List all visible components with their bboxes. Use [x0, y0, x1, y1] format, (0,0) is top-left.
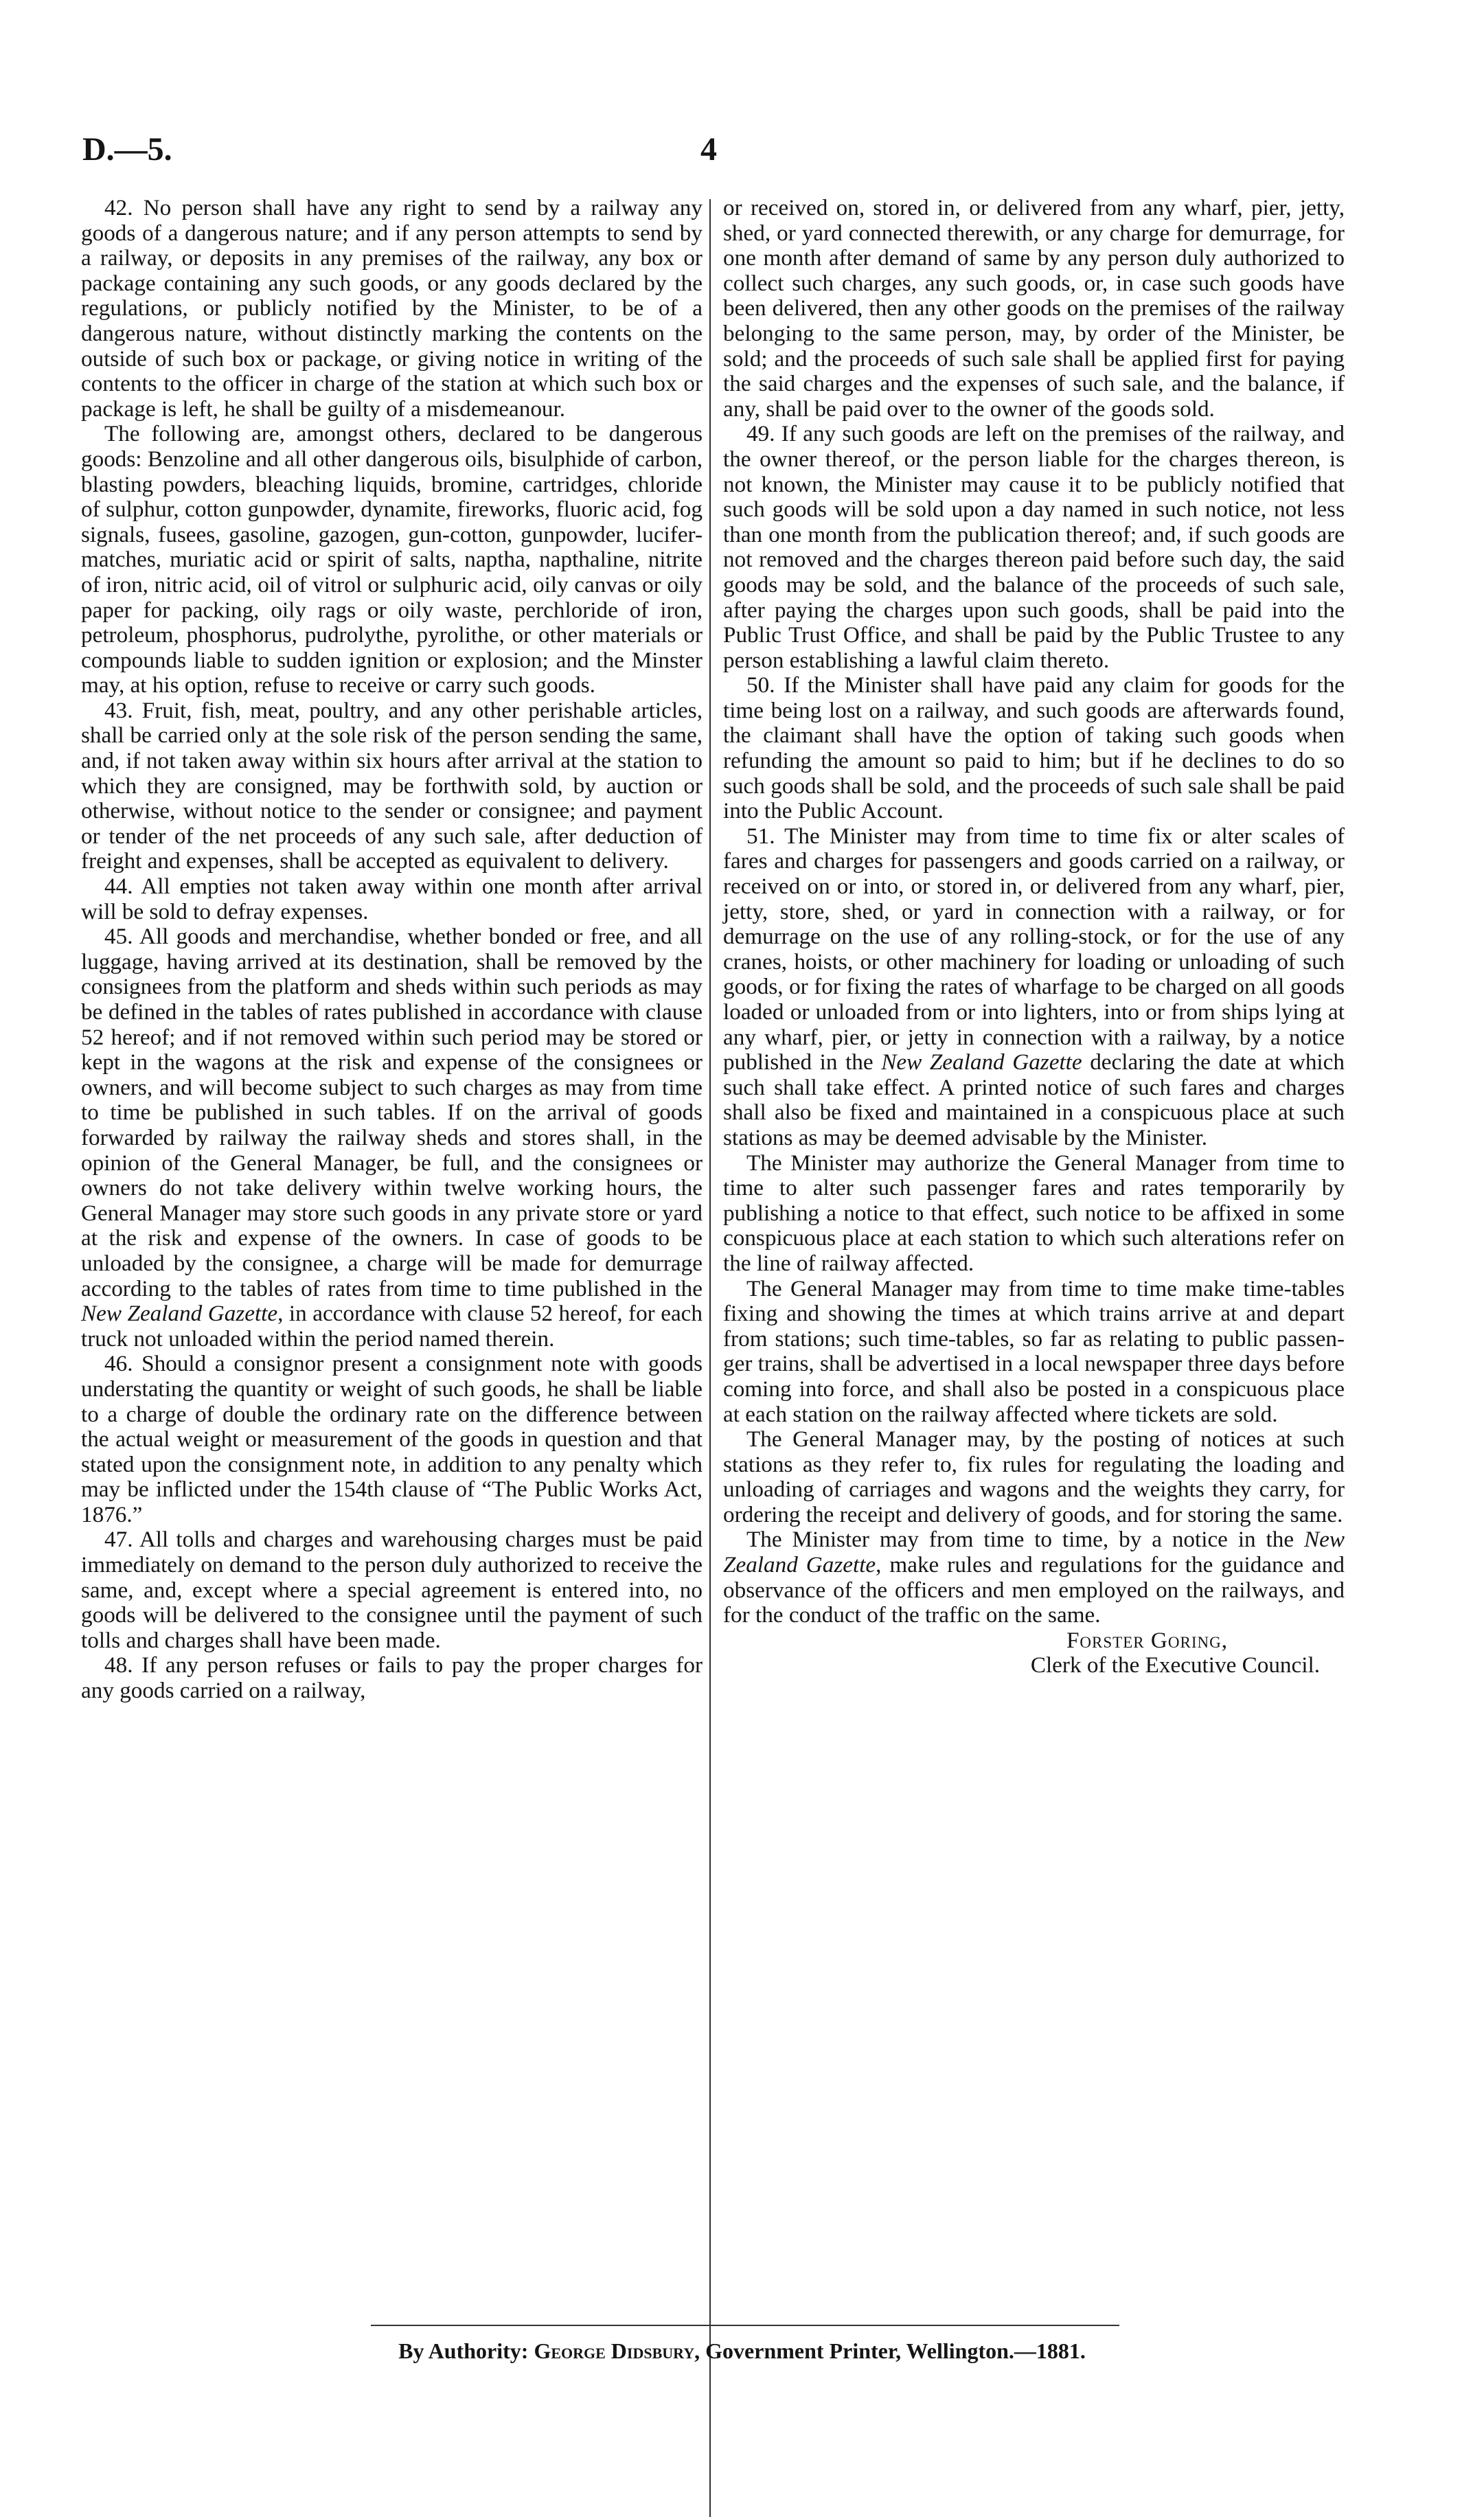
clause-46: 46. Should a consignor present a consignment note with goods understating the quantity or weight of such goods, he shall be liable to a charge of double the ordinary rate on the difference between the actual weight or measurement of the goods in question and that stated upon the consignment note, in addition to any penalty which may be inflicted under the 154th clause of “The Public Works Act, 1876.”	[81, 1351, 703, 1527]
gazette-title: New Zealand Gazette	[723, 1527, 1345, 1578]
clause-44: 44. All empties not taken away within one month after arrival will be sold to defray expenses.	[81, 874, 703, 924]
clause-48-continued: or received on, stored in, or delivered from any wharf, pier, jetty, shed, or yard connected therewith, or any charge for demurrage, for one month after demand of same by any person duly authorized to collect such charges, any such goods, or, in case such goods have been delivered, then any other goods on the premises of the railway belonging to the same person, may, by order of the Minister, be sold; and the proceeds of such sale shall be applied first for paying the said charges and the expenses of such sale, and the balance, if any, shall be paid over to the owner of the goods sold.	[723, 195, 1345, 422]
page-number: 4	[700, 131, 717, 168]
time-tables-paragraph: The General Manager may from time to time make time-tables fixing and showing the times at which trains arrive at and depart from stations; such time-tables, so far as relating to public passenger trains, shall be advertised in a local newspaper three days before coming into force, and shall also be posted in a conspicuous place at each station on the railway affected where tickets are sold.	[723, 1275, 1345, 1427]
clause-50: 50. If the Minister shall have paid any claim for goods for the time being lost on a railway, and such goods are afterwards found, the claimant shall have the option of taking such goods when refunding the amount so paid to him; but if he declines to do so such goods shall be sold, and the proceeds of such sale shall be paid into the Public Account.	[723, 672, 1345, 824]
clause-43: 43. Fruit, fish, meat, poultry, and any other perishable articles, shall be carried only at the sole risk of the person sending the same, and, if not taken away within six hours after arrival at the station to which they are consigned, may be forthwith sold, by auction or otherwise, without notice to the sender or consignee; and payment or tender of the net proceeds of any such sale, after deduction of freight and expenses, shall be accepted as equivalent to delivery.	[81, 697, 703, 874]
page-header	[82, 130, 1305, 179]
gazette-title: New Zealand Gazette	[81, 1301, 278, 1327]
loading-rules-paragraph: The General Manager may, by the posting of notices at such stations as they refer to, fix rules for regulating the loading and unloading of carriages and wagons and the weights they carry, for ordering the receipt and delivery of goods, and for storing the same.	[723, 1426, 1345, 1527]
dangerous-goods-list: The following are, amongst others, declared to be dangerous goods: Benzoline and all other dangerous oils, bisulphide of carbon, blasting powders, bleaching liquids, bromine, cartridges, chloride of sulphur, cotton gunpowder, dynamite, fireworks, fluoric acid, fog signals, fusees, gasoline, gazogen, gun-cotton, gunpowder, lucifer-matches, muriatic acid or spirit of salts, naptha, napthaline, nitrite of iron, nitric acid, oil of vitrol or sulphuric acid, oily canvas or oily paper for packing, oily rags or oily waste, perchloride of iron, petroleum, phosphorus, pudrolythe, pyrolithe, or other materials or compounds liable to sudden ignition or explosion; and the Minster may, at his option, refuse to receive or carry such goods.	[81, 421, 703, 698]
clause-47: 47. All tolls and charges and warehousing charges must be paid immediately on demand to the person duly authorized to receive the same, and, except where a special agreement is entered into, no goods will be delivered to the consignee until the payment of such tolls and charges shall have been made.	[81, 1527, 703, 1653]
clause-48: 48. If any person refuses or fails to pay the proper charges for any goods carried on a railway,	[81, 1652, 703, 1704]
printer-imprint	[0, 2338, 1484, 2364]
footer-rule	[371, 2325, 1119, 2326]
signature-block	[723, 1628, 1345, 1678]
printer-name: George Didsbury	[534, 2338, 695, 2363]
document-reference: D.—5.	[82, 131, 172, 168]
signatory-name: Forster Goring,	[1066, 1627, 1228, 1653]
clause-49: 49. If any such goods are left on the premises of the railway, and the owner thereof, or the person liable for the charges thereon, is not known, the Minister may cause it to be publicly notified that such goods will be sold upon a day named in such notice, not less than one month from the publication thereof; and, if such goods are not removed and the charges thereon paid before such day, the said goods may be sold, and the balance of the proceeds of such sale, after paying the charges upon such goods, shall be paid into the Public Trust Office, and shall be paid by the Public Trustee to any person establishing a lawful claim thereto.	[723, 421, 1345, 673]
staff-regulations-paragraph: The Minister may from time to time, by a notice in the New Zealand Gazette, make rules and regulations for the guidance and observance of the officers and men employed on the railways, and for the conduct of the traffic on the same.	[723, 1527, 1345, 1628]
clause-51: 51. The Minister may from time to time fix or alter scales of fares and charges for passengers and goods carried on a railway, or received on or into, or stored in, or delivered from any wharf, pier, jetty, store, shed, or yard in connection with a railway, or for demurrage on the use of any rolling-stock, or for the use of any cranes, hoists, or other machinery for loading or unloading of such goods, or for fixing the rates of wharfage to be charged on all goods loaded or unloaded from or into lighters, into or from ships lying at any wharf, pier, or jetty in connection with a railway, by a notice published in the New Zealand Gazette declaring the date at which such shall take effect. A printed notice of such fares and charges shall also be fixed and maintained in a conspicuous place at such stations as may be deemed advisable by the Minister.	[723, 823, 1345, 1150]
left-column	[81, 196, 703, 1704]
gazette-title: New Zealand Gazette	[881, 1049, 1082, 1075]
general-manager-fares-paragraph: The Minister may authorize the General Manager from time to time to alter such passenger fares and rates temporarily by publishing a notice to that effect, such notice to be affixed in some conspicuous place at each station to which such alterations refer on the line of railway affected.	[723, 1150, 1345, 1276]
clause-45: 45. All goods and merchandise, whether bonded or free, and all luggage, having arrived at its destination, shall be removed by the consignees from the platform and sheds within such periods as may be defined in the tables of rates published in accordance with clause 52 hereof; and if not removed within such period may be stored or kept in the wagons at the risk and expense of the consignees or owners, and will become subject to such charges as may from time to time be published in such tables. If on the arrival of goods forwarded by railway the railway sheds and stores shall, in the opinion of the General Manager, be full, and the consignees or owners do not take delivery within twelve working hours, the General Manager may store such goods in any private store or yard at the risk and expense of the owners. In case of goods to be unloaded by the consignee, a charge will be made for demurrage according to the tables of rates from time to time published in the New Zealand Gazette, in accordance with clause 52 hereof, for each truck not unloaded within the period named therein.	[81, 924, 703, 1352]
imprint-rest: , Government Printer, Wellington.—1881.	[694, 2338, 1086, 2363]
clause-42: 42. No person shall have any right to send by a railway any goods of a dangerous nature; and if any person attempts to send by a railway, or deposits in any premises of the railway, any box or package containing any such goods, or any goods declared by the regulations, or publicly notified by the Minister, to be of a dangerous nature, without distinctly marking the contents on the outside of such box or package, or giving notice in writing of the contents to the officer in charge of the station at which such box or package is left, he shall be guilty of a misdemeanour.	[81, 195, 703, 422]
signatory-title: Clerk of the Executive Council.	[1030, 1652, 1320, 1678]
right-column	[723, 196, 1345, 1678]
column-divider	[709, 199, 711, 2517]
imprint-label: By Authority:	[398, 2338, 529, 2363]
